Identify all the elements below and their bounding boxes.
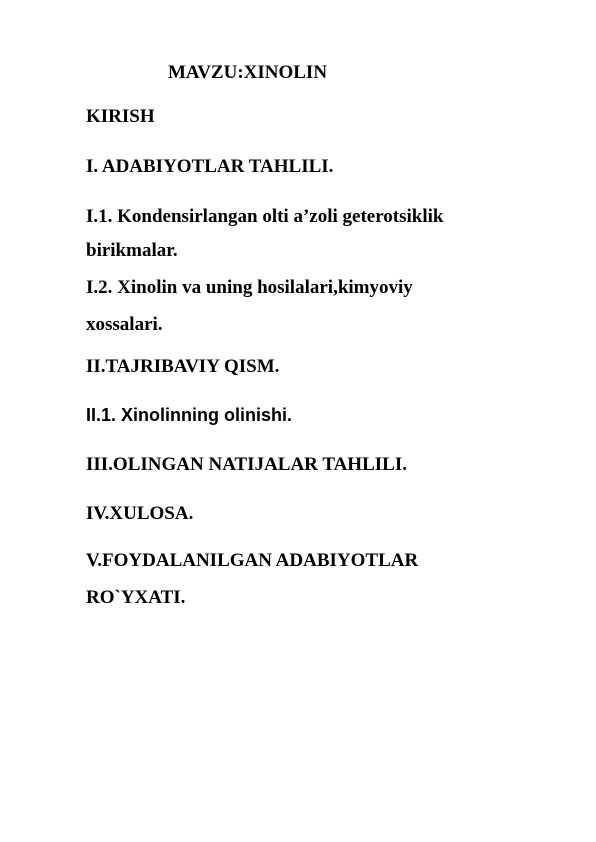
toc-item-2-1: II.1. Xinolinning olinishi. <box>86 405 292 425</box>
toc-item-natijalar: III.OLINGAN NATIJALAR TAHLILI. <box>86 454 407 475</box>
toc-item-xulosa: IV.XULOSA. <box>86 503 194 524</box>
toc-item-1-1-cont: birikmalar. <box>86 240 178 261</box>
toc-item-1-1: I.1. Kondensirlangan olti a’zoli geterotsiklik <box>86 206 444 227</box>
toc-item-foydalanilgan-cont: RO`YXATI. <box>86 587 186 608</box>
toc-item-1-2: I.2. Xinolin va uning hosilalari,kimyoviy <box>86 277 413 298</box>
toc-item-kirish: KIRISH <box>86 106 155 127</box>
toc-item-tajribaviy: II.TAJRIBAVIY QISM. <box>86 356 280 377</box>
toc-item-adabiyotlar: I. ADABIYOTLAR TAHLILI. <box>86 156 334 177</box>
page-title: MAVZU:XINOLIN <box>168 62 328 83</box>
toc-item-1-2-cont: xossalari. <box>86 314 163 335</box>
toc-item-foydalanilgan: V.FOYDALANILGAN ADABIYOTLAR <box>86 550 419 571</box>
